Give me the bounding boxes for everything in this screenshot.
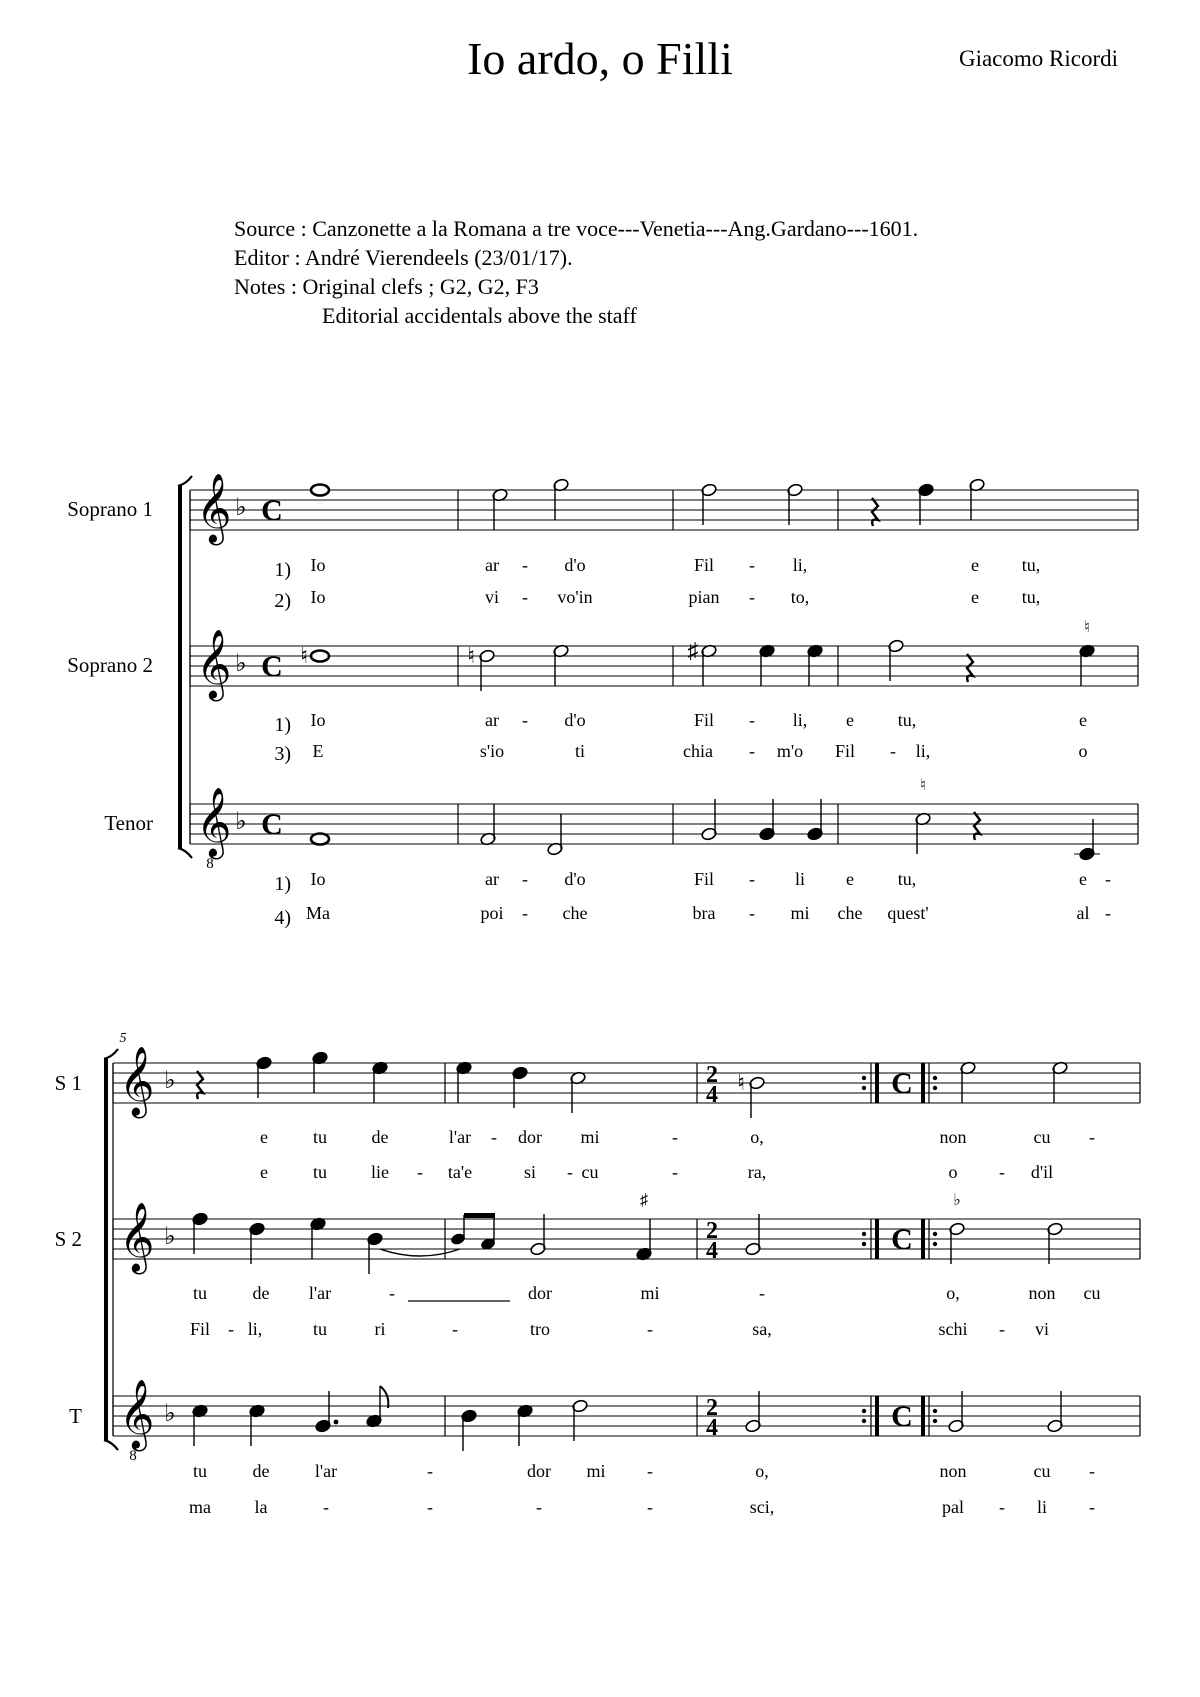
lyric-syllable: tu, xyxy=(1021,555,1041,575)
lyric-syllable: - xyxy=(417,1162,423,1182)
common-time-icon: C xyxy=(261,808,283,841)
lyric-syllable: E xyxy=(312,741,324,761)
repeat-dot xyxy=(933,1086,937,1090)
lyric-syllable: ar xyxy=(485,869,499,889)
treble-clef-icon: 𝄞 xyxy=(196,631,232,697)
part-label: Tenor xyxy=(104,811,153,835)
lyric-syllable: Ma xyxy=(306,903,330,923)
lyric-syllable: tu, xyxy=(897,710,917,730)
treble-clef-icon: 𝄞 xyxy=(196,789,232,855)
lyric-syllable: lie xyxy=(371,1162,389,1182)
lyric-syllable: - xyxy=(491,1127,497,1147)
lyric-syllable: - xyxy=(999,1497,1005,1517)
editorial-accidental-icon: ♯ xyxy=(640,1192,648,1209)
lyric-syllable: ar xyxy=(485,555,499,575)
lyric-syllable: - xyxy=(672,1127,678,1147)
accidentals-note: Editorial accidentals above the staff xyxy=(322,303,637,328)
accidental-icon: ♮ xyxy=(467,643,475,668)
octave-eight-mark: 8 xyxy=(206,856,214,872)
lyric-syllable: tu xyxy=(312,1319,328,1339)
lyric-syllable: - xyxy=(999,1319,1005,1339)
repeat-dot xyxy=(862,1232,866,1236)
lyric-syllable: - xyxy=(522,903,528,923)
editor-note: Editor : André Vierendeels (23/01/17). xyxy=(234,245,573,270)
lyric-syllable: de xyxy=(371,1127,389,1147)
verse-number: 2) xyxy=(274,590,291,612)
time-signature-bottom: 4 xyxy=(706,1238,718,1264)
quarter-rest-icon xyxy=(967,654,973,682)
lyric-syllable: poi xyxy=(480,903,504,923)
time-signature-top: 2 xyxy=(706,1395,718,1421)
lyric-syllable: vi xyxy=(1034,1319,1050,1339)
lyric-syllable: m'o xyxy=(776,741,804,761)
quarter-rest-icon xyxy=(872,498,878,526)
accidental-icon: ♯ xyxy=(687,638,699,663)
lyric-syllable: ar xyxy=(485,710,499,730)
lyric-syllable: li xyxy=(1036,1497,1048,1517)
lyric-syllable: l'ar xyxy=(448,1127,472,1147)
lyric-syllable: - xyxy=(228,1319,234,1339)
lyric-syllable: Io xyxy=(310,710,326,730)
lyric-syllable: vo'in xyxy=(557,587,593,607)
lyric-syllable: ma xyxy=(189,1497,211,1517)
treble-clef-icon: 𝄞 xyxy=(196,475,232,541)
treble-clef-icon: 𝄞 xyxy=(119,1048,155,1114)
lyric-syllable: li, xyxy=(792,710,808,730)
verse-number: 1) xyxy=(274,559,291,581)
lyric-syllable: tu xyxy=(312,1162,328,1182)
lyric-syllable: mi xyxy=(790,903,810,923)
time-signature-top: 2 xyxy=(706,1062,718,1088)
repeat-dot xyxy=(862,1409,866,1413)
lyric-syllable: al xyxy=(1076,903,1090,923)
lyric-syllable: bra xyxy=(692,903,716,923)
part-label: S 1 xyxy=(54,1071,82,1095)
lyric-syllable: - xyxy=(1089,1127,1095,1147)
augmentation-dot xyxy=(334,1420,339,1425)
lyric-syllable: Io xyxy=(310,587,326,607)
lyric-syllable: de xyxy=(252,1283,270,1303)
lyric-syllable: tu, xyxy=(897,869,917,889)
lyric-syllable: - xyxy=(323,1497,329,1517)
lyric-syllable: - xyxy=(890,741,896,761)
lyric-syllable: - xyxy=(749,903,755,923)
common-time-icon: C xyxy=(891,1223,913,1256)
lyric-syllable: Fil xyxy=(189,1319,211,1339)
lyric-syllable: li, xyxy=(792,555,808,575)
lyric-syllable: l'ar xyxy=(314,1461,338,1481)
lyric-syllable: la xyxy=(254,1497,268,1517)
time-signature-bottom: 4 xyxy=(706,1082,718,1108)
accidental-icon: ♮ xyxy=(300,643,308,668)
lyric-syllable: non xyxy=(1028,1283,1056,1303)
lyric-syllable: - xyxy=(522,869,528,889)
lyric-syllable: chia xyxy=(683,741,713,761)
measure-number: 5 xyxy=(119,1031,127,1046)
lyric-syllable: non xyxy=(939,1461,967,1481)
lyric-syllable: - xyxy=(647,1319,653,1339)
lyric-syllable: - xyxy=(672,1162,678,1182)
repeat-dot xyxy=(933,1242,937,1246)
lyric-syllable: l'ar xyxy=(308,1283,332,1303)
lyric-syllable: vi xyxy=(484,587,500,607)
repeat-dot xyxy=(862,1076,866,1080)
thick-barline xyxy=(921,1219,925,1259)
system-bracket xyxy=(104,1059,108,1440)
lyric-syllable: tu xyxy=(192,1283,208,1303)
lyric-syllable: - xyxy=(749,869,755,889)
lyric-syllable: cu xyxy=(1033,1127,1051,1147)
part-label: T xyxy=(69,1404,82,1428)
octave-eight-mark: 8 xyxy=(129,1448,137,1464)
bracket-hook xyxy=(104,1049,118,1059)
lyric-syllable: li, xyxy=(247,1319,263,1339)
source-note: Source : Canzonette a la Romana a tre voce---Venetia---Ang.Gardano---1601. xyxy=(234,216,919,241)
lyric-syllable: ra, xyxy=(747,1162,767,1182)
lyric-syllable: tu xyxy=(192,1461,208,1481)
lyric-syllable: li xyxy=(794,869,806,889)
lyric-syllable: Fil xyxy=(693,869,715,889)
repeat-dot xyxy=(862,1419,866,1423)
lyric-syllable: pal xyxy=(942,1497,964,1517)
thick-barline xyxy=(921,1063,925,1103)
lyric-syllable: o xyxy=(948,1162,958,1182)
lyric-syllable: mi xyxy=(586,1461,606,1481)
lyric-syllable: e xyxy=(971,587,979,607)
lyric-syllable: - xyxy=(749,587,755,607)
key-flat-icon: ♭ xyxy=(164,1068,176,1094)
editorial-accidental-icon: ♭ xyxy=(953,1192,961,1209)
repeat-dot xyxy=(933,1232,937,1236)
key-flat-icon: ♭ xyxy=(235,809,247,835)
lyric-syllable: e xyxy=(846,869,854,889)
eighth-beam xyxy=(464,1213,495,1218)
lyric-syllable: che xyxy=(837,903,863,923)
thick-barline xyxy=(921,1396,925,1436)
whole-note xyxy=(311,834,329,845)
lyric-syllable: tro xyxy=(530,1319,550,1339)
lyric-syllable: tu, xyxy=(1021,587,1041,607)
thick-barline xyxy=(875,1396,879,1436)
lyric-syllable: e xyxy=(971,555,979,575)
lyric-syllable: s'io xyxy=(479,741,505,761)
lyric-syllable: dor xyxy=(527,1461,551,1481)
lyric-syllable: - xyxy=(522,555,528,575)
lyric-syllable: dor xyxy=(518,1127,542,1147)
repeat-dot xyxy=(933,1419,937,1423)
lyric-syllable: - xyxy=(647,1497,653,1517)
part-label: S 2 xyxy=(54,1227,82,1251)
common-time-icon: C xyxy=(891,1400,913,1433)
lyric-syllable: - xyxy=(427,1497,433,1517)
lyric-syllable: mi xyxy=(640,1283,660,1303)
editorial-accidental-icon: ♮ xyxy=(920,777,926,794)
lyric-syllable: cu xyxy=(1033,1461,1051,1481)
lyric-syllable: mi xyxy=(580,1127,600,1147)
lyric-syllable: - xyxy=(749,741,755,761)
lyric-syllable: - xyxy=(647,1461,653,1481)
lyric-syllable: - xyxy=(1105,903,1111,923)
verse-number: 4) xyxy=(274,907,291,929)
verse-number: 1) xyxy=(274,873,291,895)
lyric-syllable: o, xyxy=(946,1283,960,1303)
lyric-syllable: - xyxy=(522,587,528,607)
part-label: Soprano 2 xyxy=(67,653,153,677)
composer-name: Giacomo Ricordi xyxy=(958,46,1118,71)
time-signature-top: 2 xyxy=(706,1218,718,1244)
lyric-syllable: Fil xyxy=(693,555,715,575)
lyric-syllable: e xyxy=(260,1162,268,1182)
whole-note xyxy=(311,651,329,662)
lyric-syllable: sa, xyxy=(752,1319,772,1339)
treble-clef-icon: 𝄞 xyxy=(119,1204,155,1270)
accidental-icon: ♮ xyxy=(737,1070,745,1095)
lyric-syllable: d'o xyxy=(564,555,586,575)
lyric-syllable: - xyxy=(759,1283,765,1303)
repeat-dot xyxy=(933,1076,937,1080)
lyric-syllable: - xyxy=(1089,1497,1095,1517)
common-time-icon: C xyxy=(261,494,283,527)
lyric-syllable: - xyxy=(1089,1461,1095,1481)
lyric-syllable: - xyxy=(389,1283,395,1303)
whole-note xyxy=(311,485,329,496)
lyric-syllable: ti xyxy=(574,741,586,761)
repeat-dot xyxy=(862,1242,866,1246)
lyric-syllable: - xyxy=(567,1162,573,1182)
lyric-syllable: d'il xyxy=(1030,1162,1054,1182)
lyric-syllable: o, xyxy=(755,1461,769,1481)
lyric-syllable: e xyxy=(846,710,854,730)
lyric-syllable: - xyxy=(452,1319,458,1339)
lyric-syllable: e xyxy=(260,1127,268,1147)
verse-number: 3) xyxy=(274,743,291,765)
lyric-syllable: che xyxy=(562,903,588,923)
repeat-dot xyxy=(862,1086,866,1090)
lyric-syllable: non xyxy=(939,1127,967,1147)
lyric-syllable: - xyxy=(522,710,528,730)
lyric-syllable: dor xyxy=(528,1283,552,1303)
clefs-note: Notes : Original clefs ; G2, G2, F3 xyxy=(234,274,539,299)
lyric-syllable: o, xyxy=(750,1127,764,1147)
lyric-syllable: - xyxy=(536,1497,542,1517)
lyric-syllable: to, xyxy=(790,587,810,607)
repeat-dot xyxy=(933,1409,937,1413)
lyric-syllable: schi xyxy=(938,1319,968,1339)
thick-barline xyxy=(875,1063,879,1103)
lyric-syllable: Io xyxy=(310,555,326,575)
key-flat-icon: ♭ xyxy=(164,1401,176,1427)
lyric-syllable: cu xyxy=(581,1162,599,1182)
quarter-rest-icon xyxy=(197,1071,203,1099)
thick-barline xyxy=(875,1219,879,1259)
eighth-flag xyxy=(380,1386,388,1408)
lyric-syllable: - xyxy=(1105,869,1111,889)
lyric-syllable: tu xyxy=(312,1127,328,1147)
editorial-accidental-icon: ♮ xyxy=(1084,619,1090,636)
lyric-syllable: li, xyxy=(915,741,931,761)
lyric-syllable: o xyxy=(1078,741,1088,761)
lyric-syllable: cu xyxy=(1083,1283,1101,1303)
lyric-syllable: - xyxy=(749,710,755,730)
key-flat-icon: ♭ xyxy=(164,1224,176,1250)
tie-arc xyxy=(380,1249,460,1256)
lyric-syllable: - xyxy=(749,555,755,575)
lyric-syllable: quest' xyxy=(887,903,929,923)
lyric-syllable: ta'e xyxy=(447,1162,473,1182)
lyric-syllable: sci, xyxy=(749,1497,775,1517)
lyric-syllable: pian xyxy=(688,587,720,607)
system-bracket xyxy=(178,486,182,848)
piece-title: Io ardo, o Filli xyxy=(467,33,733,84)
lyric-syllable: Io xyxy=(310,869,326,889)
lyric-syllable: de xyxy=(252,1461,270,1481)
key-flat-icon: ♭ xyxy=(235,495,247,521)
lyric-syllable: e xyxy=(1079,710,1087,730)
common-time-icon: C xyxy=(261,650,283,683)
common-time-icon: C xyxy=(891,1067,913,1100)
lyric-syllable: si xyxy=(523,1162,537,1182)
treble-clef-icon: 𝄞 xyxy=(119,1381,155,1447)
lyric-syllable: - xyxy=(427,1461,433,1481)
lyric-syllable: d'o xyxy=(564,710,586,730)
lyric-syllable: d'o xyxy=(564,869,586,889)
bracket-hook xyxy=(178,476,192,486)
lyric-syllable: ri xyxy=(374,1319,386,1339)
time-signature-bottom: 4 xyxy=(706,1415,718,1441)
lyric-syllable: - xyxy=(999,1162,1005,1182)
bracket-hook xyxy=(178,848,192,858)
bracket-hook xyxy=(104,1440,118,1450)
lyric-syllable: e xyxy=(1079,869,1087,889)
key-flat-icon: ♭ xyxy=(235,651,247,677)
part-label: Soprano 1 xyxy=(67,497,153,521)
lyric-syllable: Fil xyxy=(693,710,715,730)
verse-number: 1) xyxy=(274,714,291,736)
lyric-syllable: Fil xyxy=(834,741,856,761)
quarter-rest-icon xyxy=(974,812,980,840)
